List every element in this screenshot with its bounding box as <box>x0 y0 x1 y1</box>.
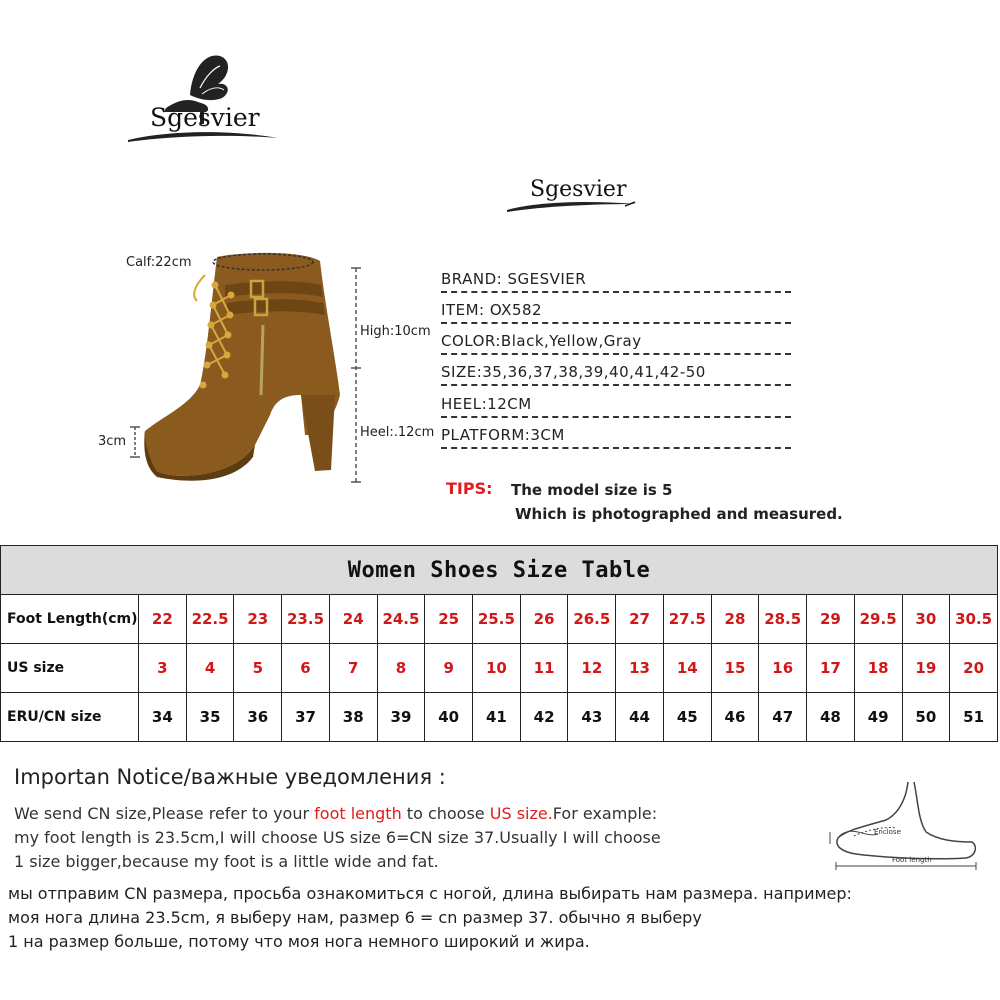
size-cell: 37 <box>282 693 330 742</box>
tips-line-2: Which is photographed and measured. <box>515 505 843 523</box>
brand-logo-small-text: Sgesvier <box>530 177 627 202</box>
tips-line-1: The model size is 5 <box>511 481 673 499</box>
size-cell: 18 <box>854 644 902 693</box>
size-table-grid <box>0 545 998 742</box>
size-cell: 7 <box>329 644 377 693</box>
eu-cn-size-row <box>1 693 998 742</box>
size-cell: 24.5 <box>377 595 425 644</box>
size-table-title <box>1 546 998 595</box>
foot-length-row <box>1 595 998 644</box>
foot-length-label: Foot length <box>892 856 932 864</box>
notice-text: For example: <box>552 804 658 823</box>
high-heel-logo-icon <box>120 40 290 160</box>
row-header: Foot Length(cm) <box>1 595 139 644</box>
size-cell: 35 <box>186 693 234 742</box>
spec-divider <box>441 322 791 324</box>
spec-divider <box>441 384 791 386</box>
size-cell: 17 <box>807 644 855 693</box>
size-cell: 29 <box>807 595 855 644</box>
size-cell: 11 <box>520 644 568 693</box>
notice-ru-line-3: 1 на размер больше, потому что моя нога немного широкий и жира. <box>8 932 590 951</box>
size-cell: 23.5 <box>282 595 330 644</box>
size-cell: 6 <box>282 644 330 693</box>
notice-en-line-3: 1 size bigger,because my foot is a little wide and fat. <box>14 852 439 871</box>
notice-title: Importan Notice/важные уведомления : <box>14 765 446 789</box>
brand-logo <box>120 40 290 160</box>
spec-divider <box>441 416 791 418</box>
notice-text: to choose <box>401 804 490 823</box>
spec-size: SIZE:35,36,37,38,39,40,41,42-50 <box>441 363 706 381</box>
notice-ru-line-1: мы отправим CN размера, просьба ознакомиться с ногой, длина выбирать нам размера. например: <box>8 884 852 903</box>
size-cell: 19 <box>902 644 950 693</box>
size-cell: 28 <box>711 595 759 644</box>
size-cell: 45 <box>663 693 711 742</box>
size-cell: 25 <box>425 595 473 644</box>
notice-highlight-us-size: US size. <box>489 804 553 823</box>
calf-label: Calf:22cm <box>126 255 192 270</box>
size-cell: 14 <box>663 644 711 693</box>
size-cell: 24 <box>329 595 377 644</box>
spec-divider <box>441 353 791 355</box>
size-cell: 26.5 <box>568 595 616 644</box>
notice-text: We send CN size,Please refer to your <box>14 804 315 823</box>
size-cell: 25.5 <box>473 595 521 644</box>
size-cell: 48 <box>807 693 855 742</box>
size-cell: 12 <box>568 644 616 693</box>
size-cell: 9 <box>425 644 473 693</box>
calf-measure-ellipse <box>208 250 318 280</box>
notice-highlight-foot-length: foot length <box>314 804 402 823</box>
size-cell: 27.5 <box>663 595 711 644</box>
size-cell: 29.5 <box>854 595 902 644</box>
spec-brand: BRAND: SGESVIER <box>441 270 587 288</box>
size-cell: 47 <box>759 693 807 742</box>
heel-label: Heel:.12cm <box>360 425 435 440</box>
row-header: US size <box>1 644 139 693</box>
size-cell: 22 <box>139 595 187 644</box>
size-cell: 13 <box>616 644 664 693</box>
size-cell: 44 <box>616 693 664 742</box>
size-cell: 46 <box>711 693 759 742</box>
size-cell: 49 <box>854 693 902 742</box>
platform-dimension-line <box>129 425 141 459</box>
size-cell: 5 <box>234 644 282 693</box>
size-cell: 3 <box>139 644 187 693</box>
brand-logo-text: Sgesvier <box>150 103 260 132</box>
spec-divider <box>441 447 791 449</box>
size-table-title-text: Women Shoes Size Table <box>347 557 651 583</box>
size-cell: 27 <box>616 595 664 644</box>
size-cell: 15 <box>711 644 759 693</box>
height-dimension-line <box>350 266 362 484</box>
us-size-row <box>1 644 998 693</box>
size-cell: 34 <box>139 693 187 742</box>
size-cell: 39 <box>377 693 425 742</box>
size-cell: 23 <box>234 595 282 644</box>
size-cell: 30 <box>902 595 950 644</box>
notice-en-line-2: my foot length is 23.5cm,I will choose US size 6=CN size 37.Usually I will choose <box>14 828 661 847</box>
size-cell: 20 <box>950 644 998 693</box>
notice-ru-line-2: моя нога длина 23.5cm, я выберу нам, размер 6 = cn размер 37. обычно я выберу <box>8 908 702 927</box>
size-cell: 28.5 <box>759 595 807 644</box>
spec-color: COLOR:Black,Yellow,Gray <box>441 332 642 350</box>
spec-divider <box>441 291 791 293</box>
size-cell: 38 <box>329 693 377 742</box>
spec-item: ITEM: OX582 <box>441 301 543 319</box>
spec-heel: HEEL:12CM <box>441 395 532 413</box>
size-cell: 22.5 <box>186 595 234 644</box>
size-cell: 4 <box>186 644 234 693</box>
row-header: ERU/CN size <box>1 693 139 742</box>
size-cell: 8 <box>377 644 425 693</box>
size-cell: 42 <box>520 693 568 742</box>
size-cell: 26 <box>520 595 568 644</box>
size-cell: 50 <box>902 693 950 742</box>
high-label: High:10cm <box>360 324 431 339</box>
size-cell: 16 <box>759 644 807 693</box>
size-cell: 43 <box>568 693 616 742</box>
platform-label: 3cm <box>98 434 127 449</box>
size-cell: 30.5 <box>950 595 998 644</box>
boot-product-image <box>135 245 355 485</box>
size-cell: 10 <box>473 644 521 693</box>
size-cell: 36 <box>234 693 282 742</box>
foot-enclose-label: Enclose <box>874 828 901 836</box>
ankle-boot-icon <box>135 245 355 485</box>
size-table <box>0 545 998 742</box>
spec-platform: PLATFORM:3CM <box>441 426 565 444</box>
size-cell: 51 <box>950 693 998 742</box>
size-cell: 41 <box>473 693 521 742</box>
size-cell: 40 <box>425 693 473 742</box>
tips-label: TIPS: <box>446 479 493 498</box>
notice-en-line-1 <box>14 804 657 823</box>
foot-diagram <box>826 780 986 875</box>
